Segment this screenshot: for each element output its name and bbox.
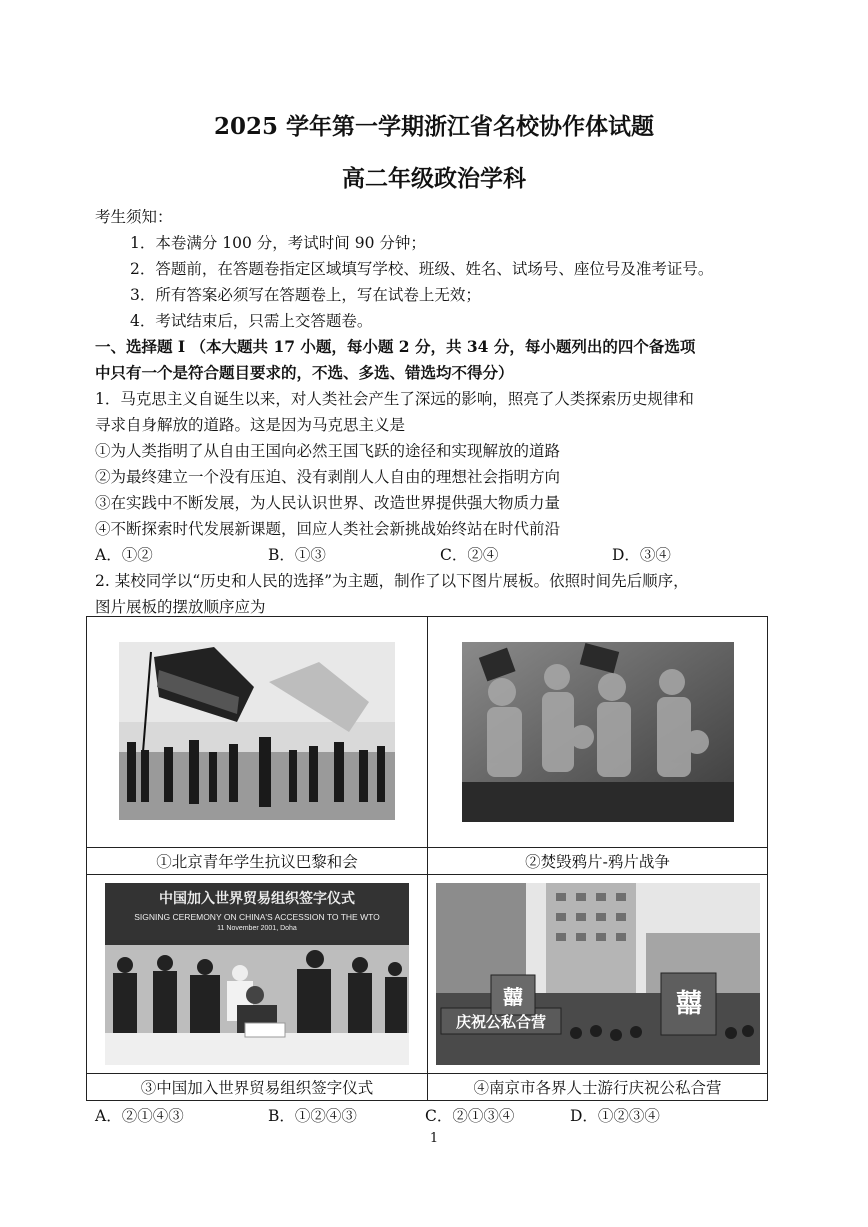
q1-option-d[interactable]: D．③④ <box>612 546 671 564</box>
photo-cell-4 <box>428 875 768 1074</box>
photo-opium-relief-sculpture <box>462 642 734 822</box>
notice-item: 3．所有答案必须写在答题卷上，写在试卷上无效； <box>130 286 481 304</box>
notice-item: 1．本卷满分 100 分，考试时间 90 分钟； <box>130 234 426 252</box>
section-heading-cont: 中只有一个是符合题目要求的，不选、多选、错选均不得分） <box>95 363 514 382</box>
q1-statement: ④不断探索时代发展新课题，回应人类社会新挑战始终站在时代前沿 <box>95 520 561 538</box>
q2-option-d[interactable]: D．①②③④ <box>570 1107 660 1125</box>
q2-stem-cont: 图片展板的摆放顺序应为 <box>95 598 266 616</box>
section-heading: 一、选择题 I （本大题共 17 小题，每小题 2 分，共 34 分，每小题列出的四个备选项 <box>95 337 696 356</box>
photo-may-fourth-protest <box>119 642 395 820</box>
q1-option-a[interactable]: A．①② <box>95 546 153 564</box>
picture-board-table <box>86 616 768 1101</box>
photo-nanjing-parade <box>436 883 760 1065</box>
caption-3: ③中国加入世界贸易组织签字仪式 <box>87 1074 428 1101</box>
notice-heading: 考生须知： <box>95 208 173 226</box>
document-subtitle: 高二年级政治学科 <box>342 165 526 192</box>
wto-banner-date: 11 November 2001, Doha <box>217 925 297 932</box>
q2-option-b[interactable]: B．①②④③ <box>268 1107 357 1125</box>
q1-statement: ③在实践中不断发展，为人民认识世界、改造世界提供强大物质力量 <box>95 494 561 512</box>
q2-stem: 2. 某校同学以“历史和人民的选择”为主题，制作了以下图片展板。依照时间先后顺序， <box>95 572 689 590</box>
q1-statement: ①为人类指明了从自由王国向必然王国飞跃的途径和实现解放的道路 <box>95 442 561 460</box>
parade-banner-text: 庆祝公私合营 <box>455 1013 546 1031</box>
q1-statement: ②为最终建立一个没有压迫、没有剥削人人自由的理想社会指明方向 <box>95 468 561 486</box>
q2-option-c[interactable]: C．②①③④ <box>425 1107 515 1125</box>
q1-option-c[interactable]: C．②④ <box>440 546 499 564</box>
wto-banner-title: 中国加入世界贸易组织签字仪式 <box>159 890 355 906</box>
caption-2: ②焚毁鸦片-鸦片战争 <box>428 848 768 875</box>
document-title: 2025 学年第一学期浙江省名校协作体试题 <box>213 113 655 140</box>
parade-sign-right: 囍 <box>675 989 702 1019</box>
notice-item: 4．考试结束后，只需上交答题卷。 <box>130 312 373 330</box>
q1-stem: 1．马克思主义自诞生以来，对人类社会产生了深远的影响，照亮了人类探索历史规律和 <box>95 390 694 408</box>
photo-wto-signing <box>105 883 409 1065</box>
q1-stem-cont: 寻求自身解放的道路。这是因为马克思主义是 <box>95 416 406 434</box>
caption-4: ④南京市各界人士游行庆祝公私合营 <box>428 1074 768 1101</box>
parade-sign-left: 囍 <box>503 985 523 1009</box>
q1-option-b[interactable]: B．①③ <box>268 546 326 564</box>
photo-cell-1 <box>87 617 428 848</box>
page-number: 1 <box>429 1131 439 1146</box>
notice-item: 2．答题前，在答题卷指定区域填写学校、班级、姓名、试场号、座位号及准考证号。 <box>130 260 714 278</box>
wto-banner-subtitle: SIGNING CEREMONY ON CHINA'S ACCESSION TO THE WTO <box>134 912 380 922</box>
photo-cell-3 <box>87 875 428 1074</box>
photo-cell-2 <box>428 617 768 848</box>
q2-option-a[interactable]: A．②①④③ <box>95 1107 184 1125</box>
caption-1: ①北京青年学生抗议巴黎和会 <box>87 848 428 875</box>
